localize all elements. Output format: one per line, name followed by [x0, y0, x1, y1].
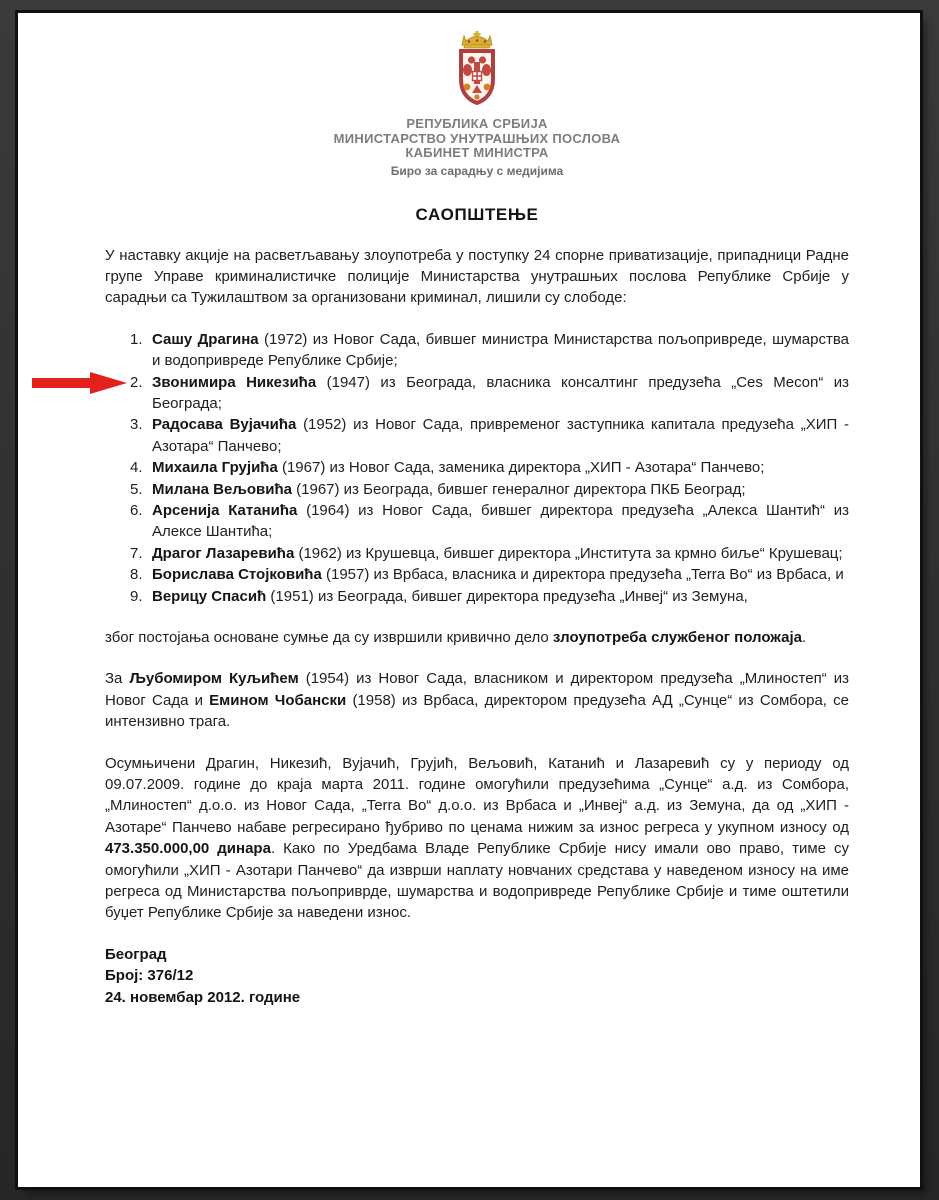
details-amount: 473.350.000,00 динара [105, 840, 271, 858]
item-text [152, 457, 849, 478]
item-number: 4. [130, 459, 143, 477]
item-text [152, 500, 849, 543]
item-text [152, 586, 849, 607]
item-description: (1957) из Врбаса, власника и директора предузећа „Terra Bo“ из Врбаса, и [321, 566, 844, 584]
charge-pre: због постојања основане сумње да су извршили кривично дело [105, 629, 553, 646]
charge-paragraph [105, 627, 849, 648]
detainee-name: Звонимира Никезића [152, 373, 317, 391]
list-item [130, 564, 849, 585]
list-item [130, 414, 849, 457]
header-line-cabinet: КАБИНЕТ МИНИСТРА [405, 145, 549, 160]
item-number: 6. [130, 501, 143, 519]
header-line-ministry: МИНИСТАРСТВО УНУТРАШЊИХ ПОСЛОВА [333, 130, 621, 146]
document-footer [105, 944, 849, 1008]
header-line-bureau: Биро за сарадњу с медијима [390, 163, 564, 178]
item-text [152, 564, 849, 585]
detainees-list [105, 329, 849, 607]
detainee-name: Борислава Стојковића [152, 566, 322, 584]
charge-bold: злоупотреба службеног положаја [552, 629, 802, 646]
red-arrow-icon [32, 372, 127, 394]
item-number: 3. [130, 416, 143, 434]
wanted-paragraph [105, 668, 849, 732]
header-line-republic: РЕПУБЛИКА СРБИЈА [406, 116, 548, 131]
item-text [152, 372, 849, 415]
item-number: 8. [130, 566, 143, 584]
detainee-name: Драгог Лазаревића [152, 544, 295, 562]
item-text [152, 329, 849, 372]
red-arrow-shaft [32, 378, 91, 388]
list-item [130, 457, 849, 478]
detainee-name: Арсенија Катанића [152, 501, 298, 519]
charge-post: . [801, 629, 807, 646]
detainee-name: Милана Вељовића [152, 480, 292, 498]
item-number: 1. [130, 330, 143, 348]
item-number: 9. [130, 587, 143, 605]
footer-number: Број: 376/12 [105, 967, 194, 985]
serbia-coat-of-arms-icon [447, 29, 507, 113]
item-description: (1964) из Новог Сада, бившег директора предузећа „Алекса Шантић“ из Алексе Шантића; [152, 501, 849, 541]
detainee-name: Михаила Грујића [152, 459, 278, 477]
item-text [152, 543, 849, 564]
item-text [152, 414, 849, 457]
details-paragraph [105, 753, 849, 924]
wanted-name-2: Емином Чобански [209, 691, 347, 709]
red-arrow-head [90, 372, 127, 394]
detainee-name: Сашу Драгина [152, 330, 259, 348]
list-item [130, 543, 849, 564]
item-description: (1947) из Београда, власника консалтинг предузећа „Ces Mecon“ из Београда; [152, 373, 849, 412]
item-number: 5. [130, 480, 143, 498]
item-number: 2. [130, 373, 143, 391]
details-pre: Осумњичени Драгин, Никезић, Вујачић, Грујић, Вељовић, Катанић и Лазаревић су у периоду од 09.07.2009. године до краја марта 2011. године омогућили предузећима „Сунце“ а.д. из Сомбора, „Млиностеп“ д.о.о. из Новог Сада, „Terra Bo“ д.о.о. из Врбаса и „Инвеј“ а.д. из Земуна, да од „ХИП - Азотаре“ Панчево набаве регресирано ђубриво по ценама нижим за износ регреса у укупном износу од [105, 754, 849, 836]
list-item [130, 479, 849, 500]
list-item [130, 329, 849, 372]
detainee-name: Радосава Вујачића [152, 416, 297, 434]
item-description: (1967) из Новог Сада, заменика директора „ХИП - Азотара“ Панчево; [277, 459, 765, 477]
wanted-name-1: Љубомиром Куљићем [129, 670, 299, 688]
wanted-pre: За [105, 670, 130, 688]
wanted-post: (1958) из Врбаса, директором предузећа АД „Сунце“ из Сомбора, се интензивно трага. [105, 691, 849, 731]
document-title: САОПШТЕЊЕ [415, 204, 539, 224]
item-description: (1951) из Београда, бившег директора предузећа „Инвеј“ из Земуна, [266, 587, 748, 605]
item-number: 7. [130, 544, 143, 562]
intro-paragraph: У наставку акције на расветљавању злоупотреба у поступку 24 спорне приватизације, припадници Радне групе Управе криминалистичке полиције Министарства унутрашњих послова Републике Србије у сарадњи са Тужилаштвом за организовани криминал, лишили су слободе: [105, 246, 849, 307]
footer-date: 24. новембар 2012. године [105, 988, 301, 1006]
item-description: (1952) из Новог Сада, привременог заступника капитала предузећа „ХИП - Азотара“ Панчево; [152, 416, 849, 455]
list-item-highlighted [130, 372, 849, 415]
item-description: (1967) из Београда, бившег генералног директора ПКБ Београд; [291, 480, 746, 498]
list-item [130, 500, 849, 543]
list-item [130, 586, 849, 607]
item-description: (1962) из Крушевца, бившег директора „Института за крмно биље“ Крушевац; [294, 544, 843, 562]
document-page [18, 13, 920, 1187]
item-text [152, 479, 849, 500]
footer-city: Београд [105, 945, 167, 963]
item-description: (1972) из Новог Сада, бившег министра Министарства пољопривреде, шумарства и водопривреде Републике Србије; [152, 330, 849, 370]
details-post: . Како по Уредбама Владе Републике Србије нису имали ово право, тиме су омогућили „ХИП - Азотари Панчево“ да изврши наплату новчаних средстава у наведеном износу на име регреса од Министарства пољоприврде, шумарства и водопривреде Републике Србије и тиме оштетили буџет Републике Србије за наведени износ. [105, 840, 849, 922]
wanted-mid: (1954) из Новог Сада, власником и директором предузећа „Млиностеп“ из Новог Сада и [105, 670, 849, 709]
detainee-name: Верицу Спасић [152, 587, 267, 605]
